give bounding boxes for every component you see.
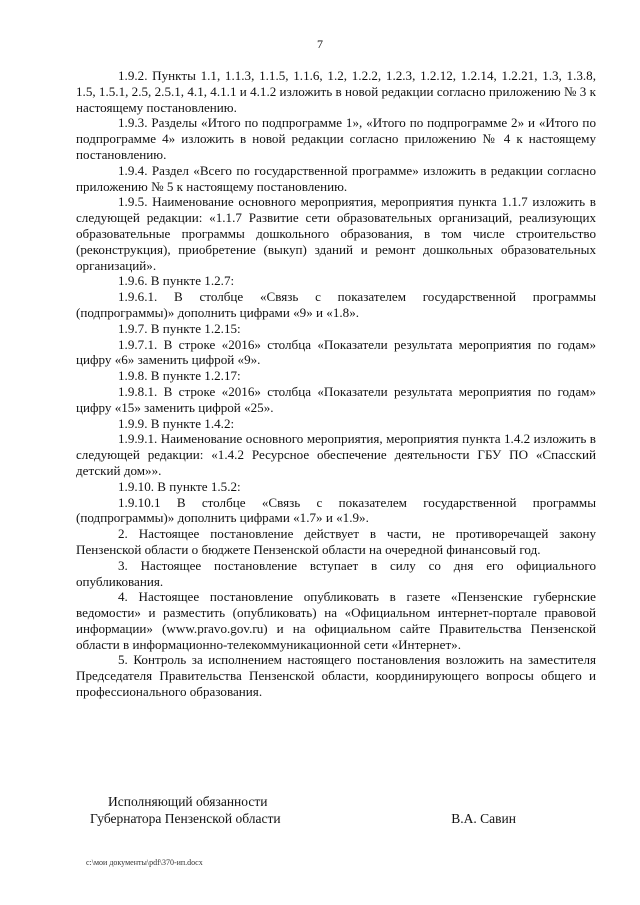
signature-title-line2: Губернатора Пензенской области: [90, 811, 281, 826]
paragraph-1-9-5: 1.9.5. Наименование основного мероприятия, мероприятия пункта 1.1.7 изложить в следующей редакции: «1.1.7 Развитие сети образовательных организаций, реализующих образовательные программы дошкольного образования, в том числе строительство (реконструкция), приобретение (выкуп) зданий и ремонт дошкольных образовательных организаций».: [76, 194, 596, 273]
paragraph-1-9-10: 1.9.10. В пункте 1.5.2:: [118, 478, 241, 494]
paragraph-1-9-10-1: 1.9.10.1 В столбце «Связь с показателем государственной программы (подпрограммы)» дополнить цифрами «1.7» и «1.9».: [76, 494, 596, 526]
paragraph-1-9-4: 1.9.4. Раздел «Всего по государственной программе» изложить в редакции согласно приложению № 5 к настоящему постановлению.: [76, 162, 596, 194]
paragraph-1-9-8: 1.9.8. В пункте 1.2.17:: [118, 368, 241, 384]
signature-block: [90, 793, 530, 827]
paragraph-3: 3. Настоящее постановление вступает в силу со дня его официального опубликования.: [76, 557, 596, 589]
signature-row: [90, 810, 530, 827]
paragraph-1-9-7: 1.9.7. В пункте 1.2.15:: [118, 320, 241, 336]
paragraph-1-9-2: 1.9.2. Пункты 1.1, 1.1.3, 1.1.5, 1.1.6, 1.2, 1.2.2, 1.2.3, 1.2.12, 1.2.14, 1.2.21, 1.3, 1.3.8, 1.5, 1.5.1, 2.5, 2.5.1, 4.1, 4.1.1 и 4.1.2 изложить в новой редакции согласно приложению № 3 к настоящему постановлению.: [76, 68, 596, 115]
paragraph-5: 5. Контроль за исполнением настоящего постановления возложить на заместителя Председателя Правительства Пензенской области, координирующего вопросы общего и профессионального образования.: [76, 652, 596, 700]
paragraph-4: 4. Настоящее постановление опубликовать в газете «Пензенские губернские ведомости» и разместить (опубликовать) на «Официальном интернет-портале правовой информации» (www.pravo.gov.ru) и на официальном сайте Правительства Пензенской области в информационно-телекоммуникационной сети «Интернет».: [76, 589, 596, 652]
paragraph-2: 2. Настоящее постановление действует в части, не противоречащей закону Пензенской области о бюджете Пензенской области на очередной финансовый год.: [76, 526, 596, 557]
paragraph-1-9-3: 1.9.3. Разделы «Итого по подпрограмме 1», «Итого по подпрограмме 2» и «Итого по подпрограмме 4» изложить в новой редакции согласно приложению № 4 к настоящему постановлению.: [76, 115, 596, 162]
paragraph-1-9-6-1: 1.9.6.1. В столбце «Связь с показателем государственной программы (подпрограммы)» дополнить цифрами «9» и «1.8».: [76, 289, 596, 320]
page-number: 7: [317, 37, 323, 51]
paragraph-1-9-7-1: 1.9.7.1. В строке «2016» столбца «Показатели результата мероприятия по годам» цифру «6» заменить цифрой «9».: [76, 336, 596, 368]
paragraph-1-9-8-1: 1.9.8.1. В строке «2016» столбца «Показатели результата мероприятия по годам» цифру «15» заменить цифрой «25».: [76, 383, 596, 415]
paragraph-1-9-9: 1.9.9. В пункте 1.4.2:: [118, 415, 235, 431]
signature-title-line1: Исполняющий обязанности: [108, 794, 268, 809]
file-path-footer: c:\мои документы\pdf\370-ип.docx: [86, 858, 203, 867]
paragraph-1-9-9-1: 1.9.9.1. Наименование основного мероприятия, мероприятия пункта 1.4.2 изложить в следующей редакции: «1.4.2 Ресурсное обеспечение деятельности ГБУ ПО «Спасский детский дом»».: [76, 431, 596, 478]
paragraph-1-9-6: 1.9.6. В пункте 1.2.7:: [118, 273, 235, 289]
document-body: [76, 68, 596, 700]
signatory-name: В.А. Савин: [451, 811, 516, 826]
